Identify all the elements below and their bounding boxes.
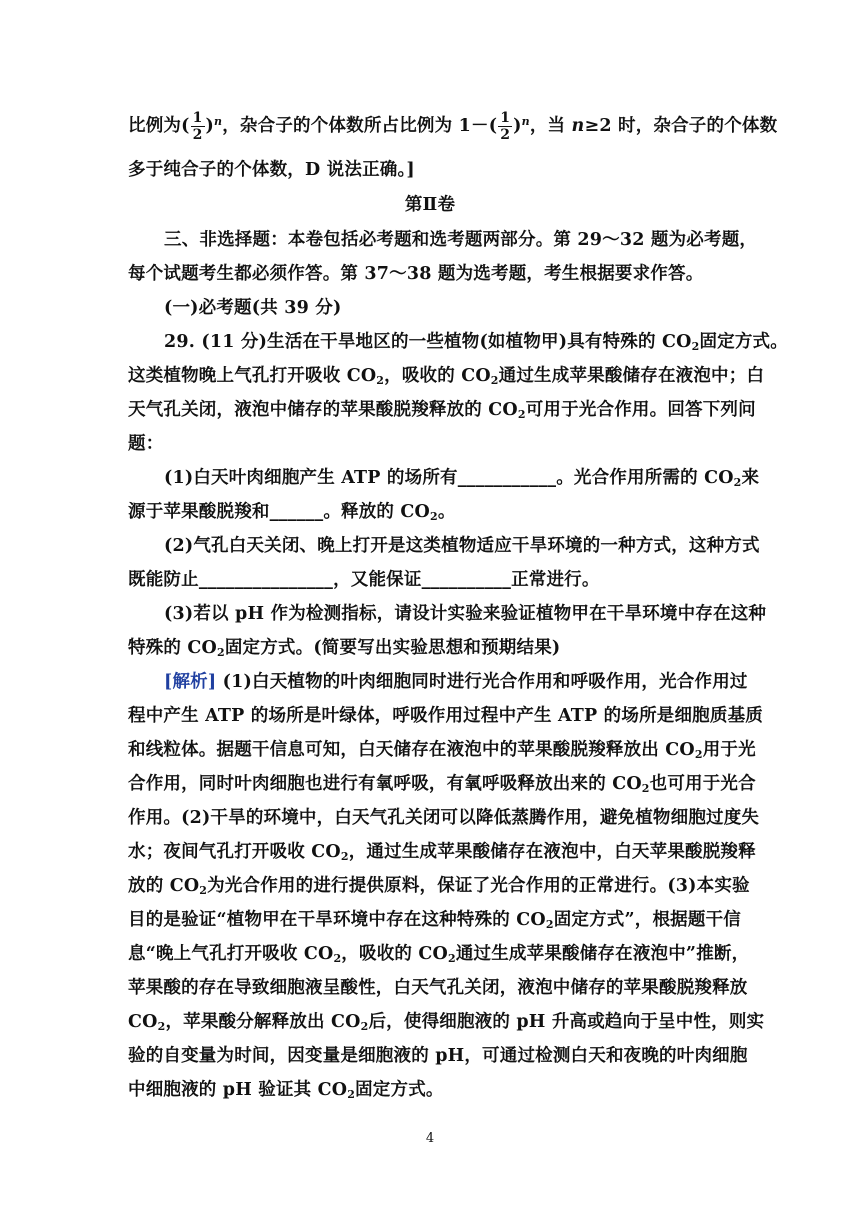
analysis-line-9 (128, 942, 750, 966)
analysis-line-8 (128, 908, 741, 932)
subscript: 2 (545, 918, 554, 931)
subscript: 2 (360, 1020, 369, 1033)
prev-answer-line-2: 多于纯合子的个体数，D 说法正确。] (128, 160, 415, 180)
text-fragment: 固定方式。 (699, 332, 788, 352)
exponent: n (521, 115, 530, 128)
q29-part1-line-1 (164, 466, 760, 490)
analysis-line-3 (128, 738, 756, 762)
q29-line-1 (164, 330, 788, 354)
text-fragment: 后，使得细胞液的 pH 升高或趋向于呈中性，则实 (368, 1012, 765, 1032)
q29-line-4: 题： (128, 434, 164, 454)
answer-blank: ______ (269, 502, 324, 522)
subscript: 2 (340, 850, 349, 863)
q29-part1-line-2 (128, 500, 738, 524)
volume-title: 第Ⅱ卷 (404, 195, 456, 215)
text-fragment: 正常进行。 (511, 570, 600, 590)
fraction-denominator: 2 (192, 127, 203, 143)
q29-part2-line-1: (2)气孔白天关闭、晚上打开是这类植物适应干旱环境的一种方式，这种方式 (164, 536, 760, 556)
page-number: 4 (425, 1131, 435, 1146)
analysis-line-11 (128, 1010, 765, 1034)
text-fragment: 源于苹果酸脱羧和 (128, 502, 270, 522)
text-fragment: ，杂合子的个体数所占比例为 1－( (222, 116, 498, 136)
text-fragment: ≥2 时，杂合子的个体数 (584, 116, 778, 136)
answer-blank: _______________ (198, 570, 334, 590)
text-fragment: 天气孔关闭，液泡中储存的苹果酸脱羧释放的 CO (128, 400, 518, 420)
text-fragment: 固定方式。 (355, 1080, 444, 1100)
text-fragment: 合作用，同时叶肉细胞也进行有氧呼吸，有氧呼吸释放出来的 CO (128, 774, 642, 794)
analysis-line-4 (128, 772, 756, 796)
exponent: n (214, 115, 223, 128)
subscript: 2 (333, 952, 342, 965)
analysis-line-2: 程中产生 ATP 的场所是叶绿体，呼吸作用过程中产生 ATP 的场所是细胞质基质 (128, 706, 763, 726)
text-fragment: 中细胞液的 pH 验证其 CO (128, 1080, 348, 1100)
analysis-tag: [解析] (164, 672, 217, 692)
text-fragment: 用于光 (702, 740, 756, 760)
text-fragment: 固定方式”，根据题干信 (553, 910, 741, 930)
subscript: 2 (199, 884, 208, 897)
q29-line-2 (128, 364, 765, 388)
variable: n (571, 116, 585, 136)
fraction-numerator: 1 (500, 110, 511, 126)
text-fragment: 既能防止 (128, 570, 199, 590)
text-fragment: 可用于光合作用。回答下列问 (525, 400, 756, 420)
analysis-line-5: 作用。(2)干旱的环境中，白天气孔关闭可以降低蒸腾作用，避免植物细胞过度失 (128, 808, 760, 828)
required-title: (一)必考题(共 39 分) (164, 298, 342, 318)
subscript: 2 (490, 374, 499, 387)
text-fragment: 也可用于光合 (649, 774, 756, 794)
answer-blank: __________ (421, 570, 512, 590)
analysis-line-10: 苹果酸的存在导致细胞液呈酸性，白天气孔关闭，液泡中储存的苹果酸脱羧释放 (128, 978, 748, 998)
subscript: 2 (429, 510, 438, 523)
section3-line-2: 每个试题考生都必须作答。第 37～38 题为选考题，考生根据要求作答。 (128, 264, 704, 284)
analysis-line-7 (128, 874, 750, 898)
text-fragment: 为光合作用的进行提供原料，保证了光合作用的正常进行。(3)本实验 (207, 876, 750, 896)
prev-answer-line-1 (128, 110, 778, 143)
text-fragment: 固定方式。(简要写出实验思想和预期结果) (224, 638, 561, 658)
text-fragment: ，吸收的 CO (341, 944, 448, 964)
q29-line-3 (128, 398, 756, 422)
subscript: 2 (641, 782, 650, 795)
subscript: 2 (216, 646, 225, 659)
text-fragment: 。光合作用所需的 CO (556, 468, 734, 488)
text-fragment: 特殊的 CO (128, 638, 217, 658)
subscript: 2 (694, 748, 703, 761)
answer-blank: ___________ (457, 468, 557, 488)
subscript: 2 (517, 408, 526, 421)
subscript: 2 (691, 340, 700, 353)
text-fragment: ，吸收的 CO (384, 366, 491, 386)
text-fragment: CO (128, 1012, 158, 1032)
text-fragment: 息“晚上气孔打开吸收 CO (128, 944, 334, 964)
section3-line-1: 三、非选择题：本卷包括必考题和选考题两部分。第 29～32 题为必考题， (164, 230, 758, 250)
subscript: 2 (347, 1088, 356, 1101)
fraction (498, 110, 512, 143)
fraction-denominator: 2 (500, 127, 511, 143)
subscript: 2 (447, 952, 456, 965)
fraction (191, 110, 205, 143)
text-fragment: 比例为( (128, 116, 190, 136)
text-fragment: 。释放的 CO (323, 502, 430, 522)
text-fragment: (1)白天植物的叶肉细胞同时进行光合作用和呼吸作用，光合作用过 (216, 672, 748, 692)
analysis-line-1 (164, 670, 748, 694)
analysis-line-13 (128, 1078, 738, 1102)
text-fragment: ) (205, 116, 215, 136)
subscript: 2 (376, 374, 385, 387)
text-fragment: 放的 CO (128, 876, 200, 896)
text-fragment: 水；夜间气孔打开吸收 CO (128, 842, 341, 862)
text-fragment: ) (513, 116, 522, 136)
text-fragment: 通过生成苹果酸储存在液泡中”推断， (455, 944, 750, 964)
text-fragment: (1)白天叶肉细胞产生 ATP 的场所有 (164, 468, 458, 488)
text-fragment: ，当 (529, 116, 572, 136)
text-fragment: 29. (11 分)生活在干旱地区的一些植物(如植物甲)具有特殊的 CO (164, 332, 692, 352)
subscript: 2 (157, 1020, 166, 1033)
q29-part3-line-2 (128, 636, 738, 660)
analysis-line-12: 验的自变量为时间，因变量是细胞液的 pH，可通过检测白天和夜晚的叶肉细胞 (128, 1046, 748, 1066)
text-fragment: 来 (741, 468, 760, 488)
subscript: 2 (733, 476, 742, 489)
text-fragment: ，通过生成苹果酸储存在液泡中，白天苹果酸脱羧释 (348, 842, 756, 862)
text-fragment: 目的是验证“植物甲在干旱环境中存在这种特殊的 CO (128, 910, 546, 930)
analysis-line-6 (128, 840, 756, 864)
text-fragment: 通过生成苹果酸储存在液泡中；白 (498, 366, 765, 386)
text-fragment: ，又能保证 (333, 570, 422, 590)
text-fragment: 和线粒体。据题干信息可知，白天储存在液泡中的苹果酸脱羧释放出 CO (128, 740, 695, 760)
text-fragment: 。 (437, 502, 456, 522)
text-fragment: 这类植物晚上气孔打开吸收 CO (128, 366, 377, 386)
q29-part3-line-1: (3)若以 pH 作为检测指标，请设计实验来验证植物甲在干旱环境中存在这种 (164, 604, 767, 624)
fraction-numerator: 1 (192, 110, 203, 126)
q29-part2-line-2 (128, 568, 738, 592)
text-fragment: ，苹果酸分解释放出 CO (165, 1012, 361, 1032)
